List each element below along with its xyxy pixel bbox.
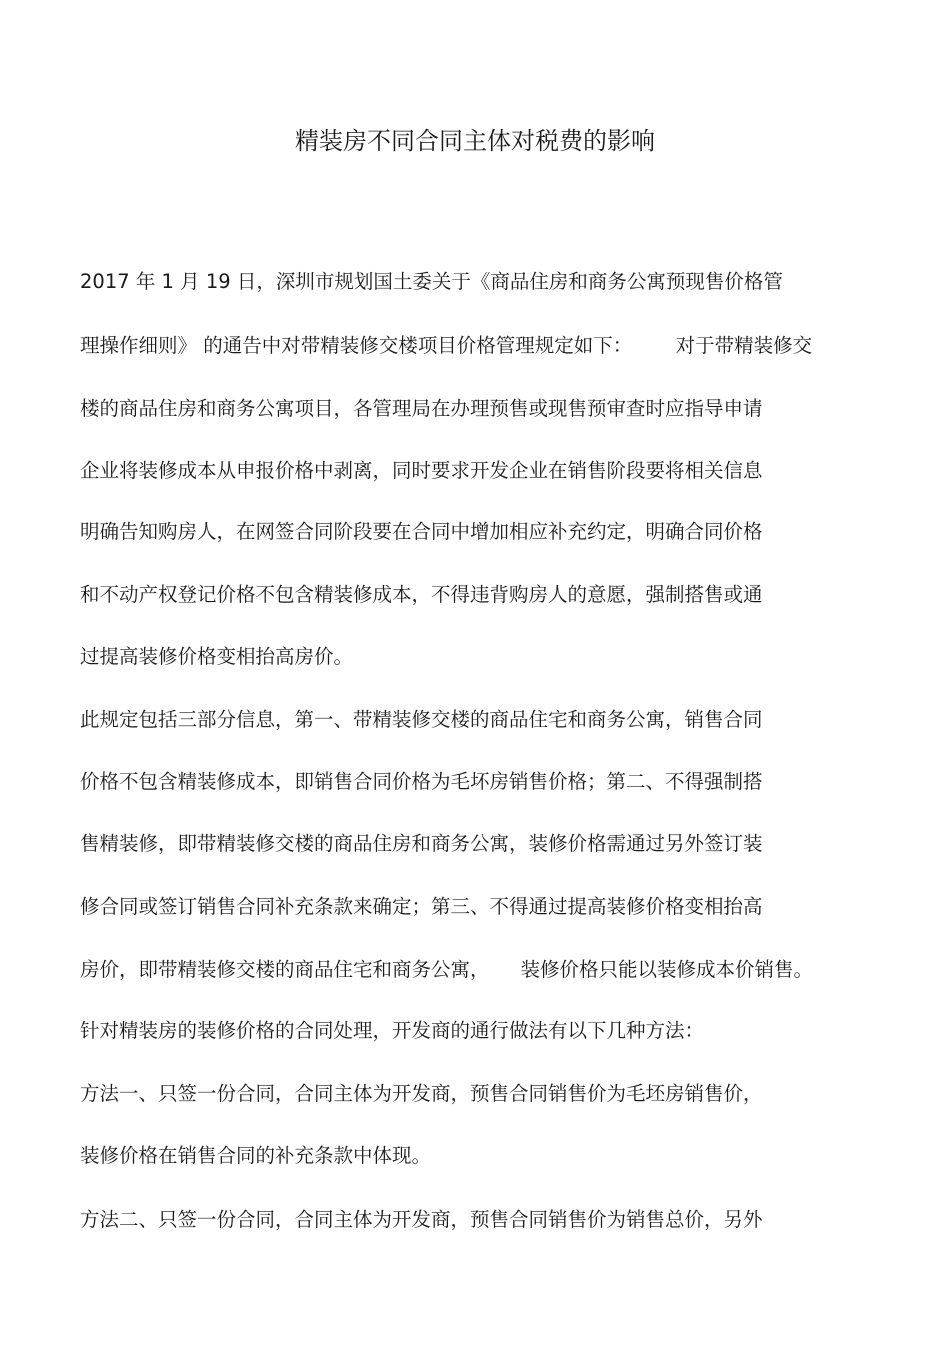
document-title: 精装房不同合同主体对税费的影响 xyxy=(295,127,655,155)
text-line-12: 房价，即带精装修交楼的商品住宅和商务公寓， 装修价格只能以装修成本价销售。 xyxy=(80,958,813,981)
text-line-10: 售精装修，即带精装修交楼的商品住房和商务公寓，装修价格需通过另外签订装 xyxy=(80,832,763,855)
text-line-5: 明确告知购房人，在网签合同阶段要在合同中增加相应补充约定，明确合同价格 xyxy=(80,520,763,543)
text-line-1: 2017 年 1 月 19 日，深圳市规划国土委关于《商品住房和商务公寓预现售价格管 xyxy=(80,270,783,293)
text-line-11: 修合同或签订销售合同补充条款来确定；第三、不得通过提高装修价格变相抬高 xyxy=(80,895,763,918)
text-line-9: 价格不包含精装修成本，即销售合同价格为毛坏房销售价格；第二、不得强制搭 xyxy=(80,770,763,793)
text-line-8: 此规定包括三部分信息，第一、带精装修交楼的商品住宅和商务公寓，销售合同 xyxy=(80,708,763,731)
text-line-4: 企业将装修成本从申报价格中剥离，同时要求开发企业在销售阶段要将相关信息 xyxy=(80,459,763,482)
text-line-16: 方法二、只签一份合同，合同主体为开发商，预售合同销售价为销售总价，另外 xyxy=(80,1208,763,1231)
text-line-6: 和不动产权登记价格不包含精装修成本，不得违背购房人的意愿，强制搭售或通 xyxy=(80,583,763,606)
text-line-2: 理操作细则》 的通告中对带精装修交楼项目价格管理规定如下： 对于带精装修交 xyxy=(80,334,813,357)
text-line-7: 过提高装修价格变相抬高房价。 xyxy=(80,645,354,668)
text-line-3: 楼的商品住房和商务公寓项目，各管理局在办理预售或现售预审查时应指导申请 xyxy=(80,397,763,420)
text-line-13: 针对精装房的装修价格的合同处理，开发商的通行做法有以下几种方法： xyxy=(80,1019,705,1042)
text-line-14: 方法一、只签一份合同，合同主体为开发商，预售合同销售价为毛坯房销售价， xyxy=(80,1082,763,1105)
text-line-15: 装修价格在销售合同的补充条款中体现。 xyxy=(80,1144,432,1167)
